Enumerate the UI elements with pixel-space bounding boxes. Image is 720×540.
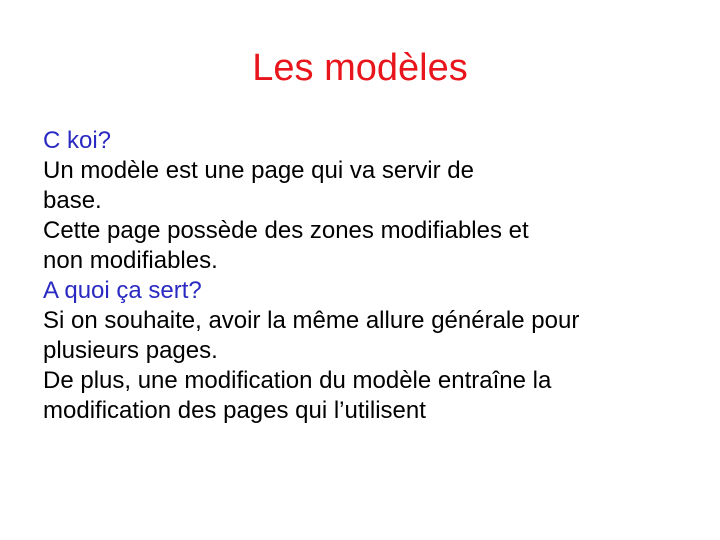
body-line: Si on souhaite, avoir la même allure générale pour [43,307,580,334]
body-line: Un modèle est une page qui va servir de [43,157,474,184]
slide-body [43,126,703,426]
body-line: De plus, une modification du modèle entraîne la [43,367,552,394]
slide-title: Les modèles [252,47,468,89]
body-line: non modifiables. [43,247,218,274]
question-heading-what: C koi? [43,127,112,154]
body-line: plusieurs pages. [43,337,218,364]
question-heading-purpose: A quoi ça sert? [43,277,202,304]
body-line: Cette page possède des zones modifiables et [43,217,529,244]
body-line: base. [43,187,102,214]
body-line: modification des pages qui l’utilisent [43,397,426,424]
